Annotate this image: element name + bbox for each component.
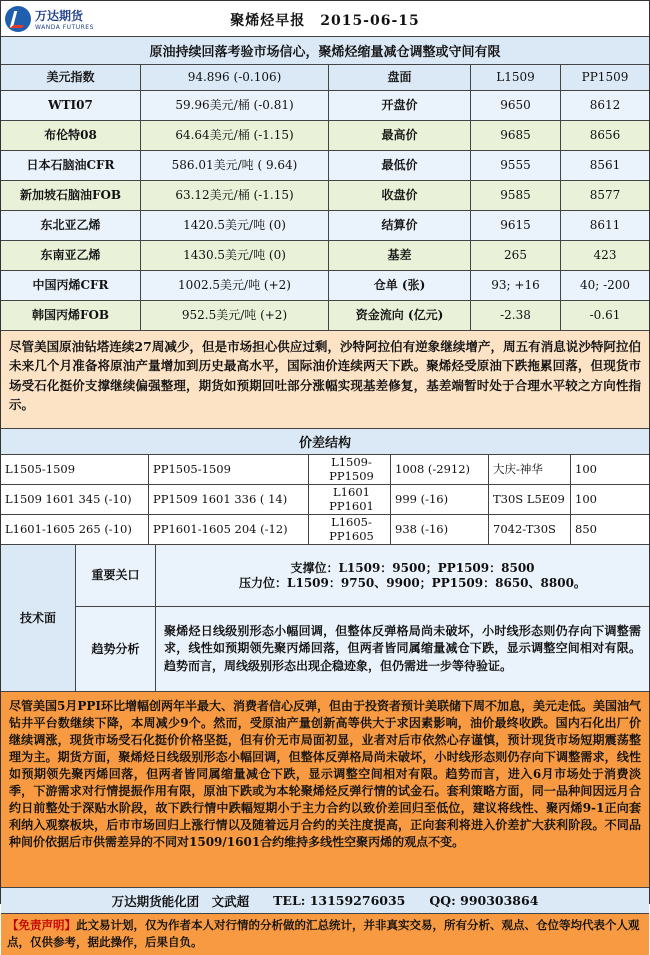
- spread-cell: 7042-T30S: [489, 515, 571, 544]
- market-value: 63.12美元/桶 (-1.15): [141, 181, 329, 210]
- spread-cell: L1601-1605 265 (-10): [1, 515, 149, 544]
- price-label: 结算价: [329, 211, 471, 240]
- market-table-row: [1, 181, 649, 211]
- market-value: 1002.5美元/吨 (+2): [141, 271, 329, 300]
- market-table-row: [1, 241, 649, 271]
- market-table-row: [1, 271, 649, 301]
- spread-cell: T30S L5E09: [489, 485, 571, 514]
- market-label: 中国丙烯CFR: [1, 271, 141, 300]
- spread-cell: 938 (-16): [391, 515, 489, 544]
- spread-cell: 1008 (-2912): [391, 455, 489, 484]
- technical-label: 技术面: [1, 545, 76, 691]
- l1509-value: 265: [471, 241, 561, 270]
- logo-text: 万达期货: [35, 9, 84, 23]
- trend-analysis: 聚烯烃日线级别形态小幅回调，但整体反弹格局尚未破坏，小时线形态则仍存向下调整需求，线性如预期领先聚丙烯回落，但两者皆同属缩量减仓下跌，显示调整空间相对有限。趋势而言，周线级别形态出现企稳迹象，但仍需进一步等待验证。: [156, 607, 649, 691]
- spread-row: [1, 515, 649, 545]
- spread-cell: L1605-PP1605: [309, 515, 391, 544]
- pp1509-value: 8612: [561, 91, 649, 120]
- technical-section: [1, 545, 649, 692]
- market-label: 新加坡石脑油FOB: [1, 181, 141, 210]
- disclaimer-text: 此文易计划，仅为作者本人对行情的分析做的汇总统计，并非真实交易，所有分析、观点、仓位等均代表个人观点，仅供参考，据此操作，后果自负。: [7, 918, 640, 950]
- team-name: 万达期货能化团 文武超: [111, 893, 250, 909]
- l1509-value: 93; +16: [471, 271, 561, 300]
- key-level-label: 重要关口: [76, 545, 156, 606]
- spread-cell: L1505-1509: [1, 455, 149, 484]
- market-outlook: 尽管美国5月PPI环比增幅创两年半最大、消费者信心反弹，但由于投资者预计美联储下周不加息，美元走低。美国油气钻井平台数继续下降，本周减少9个。然而，受原油产量创新高等供大于求因素影响，油价最终收跌。国内石化出厂价继续调涨，现货市场受石化挺价价格坚挺，但有价无市局面初显，业者对后市依然心存谨慎，预计现货市场短期震荡整理为主。期货方面，聚烯烃日线级别形态小幅回调，但整体反弹格局尚未破坏，小时线形态则仍存向下调整需求，线性如预期领先聚丙烯回落，但两者皆同属缩量减仓下跌，显示调整空间相对有限。趋势而言，进入6月市场处于消费淡季，下游需求对行情提振作用有限，原油下跌或为本轮聚烯烃反弹行情的试金石。套利策略方面，同一品种间因远月合约日前整处于深贴水阶段，故下跌行情中跌幅短期小于主力合约以致价差回归至低位，建议将线性、聚丙烯9-1正向套利纳入观察板块，后市市场回归上涨行情以及随着远月合约的关注度提高，正向套利将进入价差扩大获利阶段。不同品种间价依据后市供需差异的不同对1509/1601合约维持多线性空聚丙烯的观点不变。: [1, 692, 649, 888]
- spread-cell: 100: [575, 491, 597, 506]
- market-value: 586.01美元/吨 ( 9.64): [141, 151, 329, 180]
- l1509-value: L1509: [471, 65, 561, 90]
- contact-footer: [1, 888, 649, 914]
- price-label: 仓单 (张): [329, 271, 471, 300]
- spread-cell: 大庆-神华: [489, 455, 571, 484]
- market-table-row: [1, 151, 649, 181]
- pp1509-value: PP1509: [561, 65, 649, 90]
- pp1509-value: -0.61: [561, 301, 649, 330]
- market-table-row: [1, 211, 649, 241]
- price-label: 开盘价: [329, 91, 471, 120]
- market-label: 东南亚乙烯: [1, 241, 141, 270]
- disclaimer-label: 【免责声明】: [7, 918, 76, 932]
- spread-title: 价差结构: [1, 429, 649, 455]
- pp1509-value: 8656: [561, 121, 649, 150]
- phone-number[interactable]: TEL: 13159276035: [273, 893, 406, 908]
- price-label: 收盘价: [329, 181, 471, 210]
- trend-label: 趋势分析: [76, 607, 156, 691]
- spread-row: [1, 455, 649, 485]
- market-label: 美元指数: [1, 65, 141, 90]
- l1509-value: 9685: [471, 121, 561, 150]
- pp1509-value: 8577: [561, 181, 649, 210]
- pp1509-value: 8611: [561, 211, 649, 240]
- spread-table: [1, 455, 649, 545]
- market-table-row: [1, 301, 649, 331]
- spread-cell: 999 (-16): [391, 485, 489, 514]
- market-label: 东北亚乙烯: [1, 211, 141, 240]
- market-value: 1430.5美元/吨 (0): [141, 241, 329, 270]
- market-value: 952.5美元/吨 (+2): [141, 301, 329, 330]
- market-value: 1420.5美元/吨 (0): [141, 211, 329, 240]
- market-table-row: [1, 91, 649, 121]
- l1509-value: 9615: [471, 211, 561, 240]
- resistance-levels: 压力位：L1509：9750、9900；PP1509：8650、8800。: [239, 575, 586, 590]
- page-title: [1, 10, 649, 30]
- l1509-value: 9650: [471, 91, 561, 120]
- market-value: 59.96美元/桶 (-0.81): [141, 91, 329, 120]
- report-date: 2015-06-15: [320, 13, 420, 29]
- spread-cell: L1509 1601 345 (-10): [1, 485, 149, 514]
- price-label: 基差: [329, 241, 471, 270]
- spread-cell: L1509-PP1509: [309, 455, 391, 484]
- spread-row: [1, 485, 649, 515]
- market-label: WTI07: [1, 91, 141, 120]
- morning-summary: 尽管美国原油钻塔连续27周减少，但是市场担心供应过剩，沙特阿拉伯有逆象继续增产，周五有消息说沙特阿拉伯未来几个月准备将原油产量增加到历史最高水平，国际油价连续两天下跌。聚烯烃受原油下跌拖累回落，但现货市场受石化挺价支撑继续偏强整理，期货如预期回吐部分涨幅实现基差修复，基差端暂时处于合理水平较之方向性指示。: [1, 331, 649, 429]
- spread-cell: L1601 PP1601: [309, 485, 391, 514]
- l1509-value: 9585: [471, 181, 561, 210]
- support-levels: 支撑位：L1509：9500；PP1509：8500: [290, 561, 535, 576]
- pp1509-value: 40; -200: [561, 271, 649, 300]
- disclaimer: [1, 914, 649, 955]
- market-label: 布伦特08: [1, 121, 141, 150]
- spread-cell: PP1509 1601 336 ( 14): [149, 485, 309, 514]
- market-label: 日本石脑油CFR: [1, 151, 141, 180]
- price-label: 最低价: [329, 151, 471, 180]
- market-value: 94.896 (-0.106): [141, 65, 329, 90]
- pp1509-value: 423: [561, 241, 649, 270]
- market-table-header: [1, 65, 649, 91]
- spread-cell: 850: [575, 521, 597, 536]
- pp1509-value: 8561: [561, 151, 649, 180]
- market-label: 韩国丙烯FOB: [1, 301, 141, 330]
- market-table-row: [1, 121, 649, 151]
- spread-cell: PP1601-1605 204 (-12): [149, 515, 309, 544]
- price-label: 最高价: [329, 121, 471, 150]
- report-header: [1, 1, 649, 37]
- l1509-value: -2.38: [471, 301, 561, 330]
- spread-cell: 100: [575, 461, 597, 476]
- headline: 原油持续回落考验市场信心，聚烯烃缩量减仓调整或守间有限: [1, 37, 649, 65]
- price-label: 盘面: [329, 65, 471, 90]
- market-table: [1, 65, 649, 331]
- spread-cell: PP1505-1509: [149, 455, 309, 484]
- logo-english: WANDA FUTURES: [35, 24, 94, 31]
- price-label: 资金流向 (亿元): [329, 301, 471, 330]
- market-value: 64.64美元/桶 (-1.15): [141, 121, 329, 150]
- l1509-value: 9555: [471, 151, 561, 180]
- qq-number[interactable]: QQ: 990303864: [429, 893, 539, 908]
- report-title: 聚烯烃早报: [230, 13, 306, 29]
